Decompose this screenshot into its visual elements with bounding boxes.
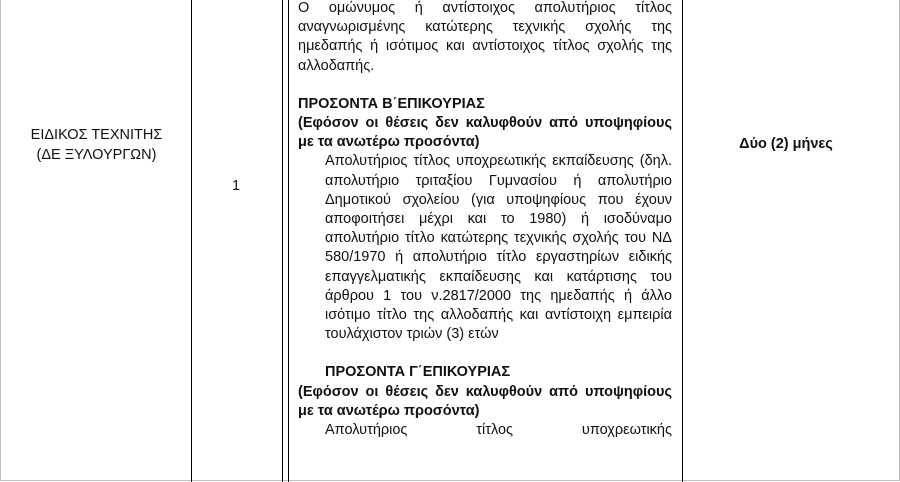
column-divider — [191, 0, 192, 482]
secondary-b-text: Απολυτήριος τίτλος υποχρεωτικής εκπαίδευσης (δηλ. απολυτήριο τριταξίου Γυμνασίου ή απολυτήριο Δημοτικού σχολείου (για υποψηφίους που έχουν αποφοιτήσει μέχρι και το 1980) ή ισοδύναμο απολυτήριο τίτλο κατώτερης τεχνικής σχολής του ΝΔ 580/1970 ή απολυτήριο τίτλο εργαστηρίων ειδικής επαγγελματικής εκπαίδευσης και κατάρτισης του άρθρου 1 του ν.2817/2000 της ημεδαπής ή άλλο ισότιμο τίτλο της αλλοδαπής και αντίστοιχη εμπειρία τουλάχιστον τριών (3) ετών — [325, 153, 672, 343]
column-divider — [288, 0, 289, 482]
positions-count: 1 — [231, 178, 241, 194]
qualifications-cell — [298, 0, 672, 440]
spacer — [298, 344, 672, 363]
specialty-cell — [4, 125, 189, 165]
secondary-c-condition: (Εφόσον οι θέσεις δεν καλυφθούν από υποψηφίους με τα ανωτέρω προσόντα) — [298, 383, 672, 419]
specialty-title: ΕΙΔΙΚΟΣ ΤΕΧΝΙΤΗΣ — [30, 127, 163, 143]
duration-cell: Δύο (2) μήνες — [739, 136, 833, 152]
secondary-c-text: Απολυτήριος τίτλος υποχρεωτικής — [325, 422, 672, 439]
column-divider — [682, 0, 683, 482]
secondary-b-heading: ΠΡΟΣΟΝΤΑ Β΄ΕΠΙΚΟΥΡΙΑΣ — [298, 95, 485, 112]
secondary-b-condition: (Εφόσον οι θέσεις δεν καλυφθούν από υποψηφίους με τα ανωτέρω προσόντα) — [298, 115, 672, 151]
column-divider — [282, 0, 283, 482]
main-qualification-text: Ο ομώνυμος ή αντίστοιχος απολυτήριος τίτλος αναγνωρισμένης κατώτερης τεχνικής σχολής της ημεδαπής ή ισότιμος και αντίστοιχος τίτλος σχολής της αλλοδαπής. — [298, 0, 672, 74]
secondary-c-heading: ΠΡΟΣΟΝΤΑ Γ΄ΕΠΙΚΟΥΡΙΑΣ — [325, 364, 511, 381]
specialty-subtitle: (ΔΕ ΞΥΛΟΥΡΓΩΝ) — [36, 147, 157, 163]
